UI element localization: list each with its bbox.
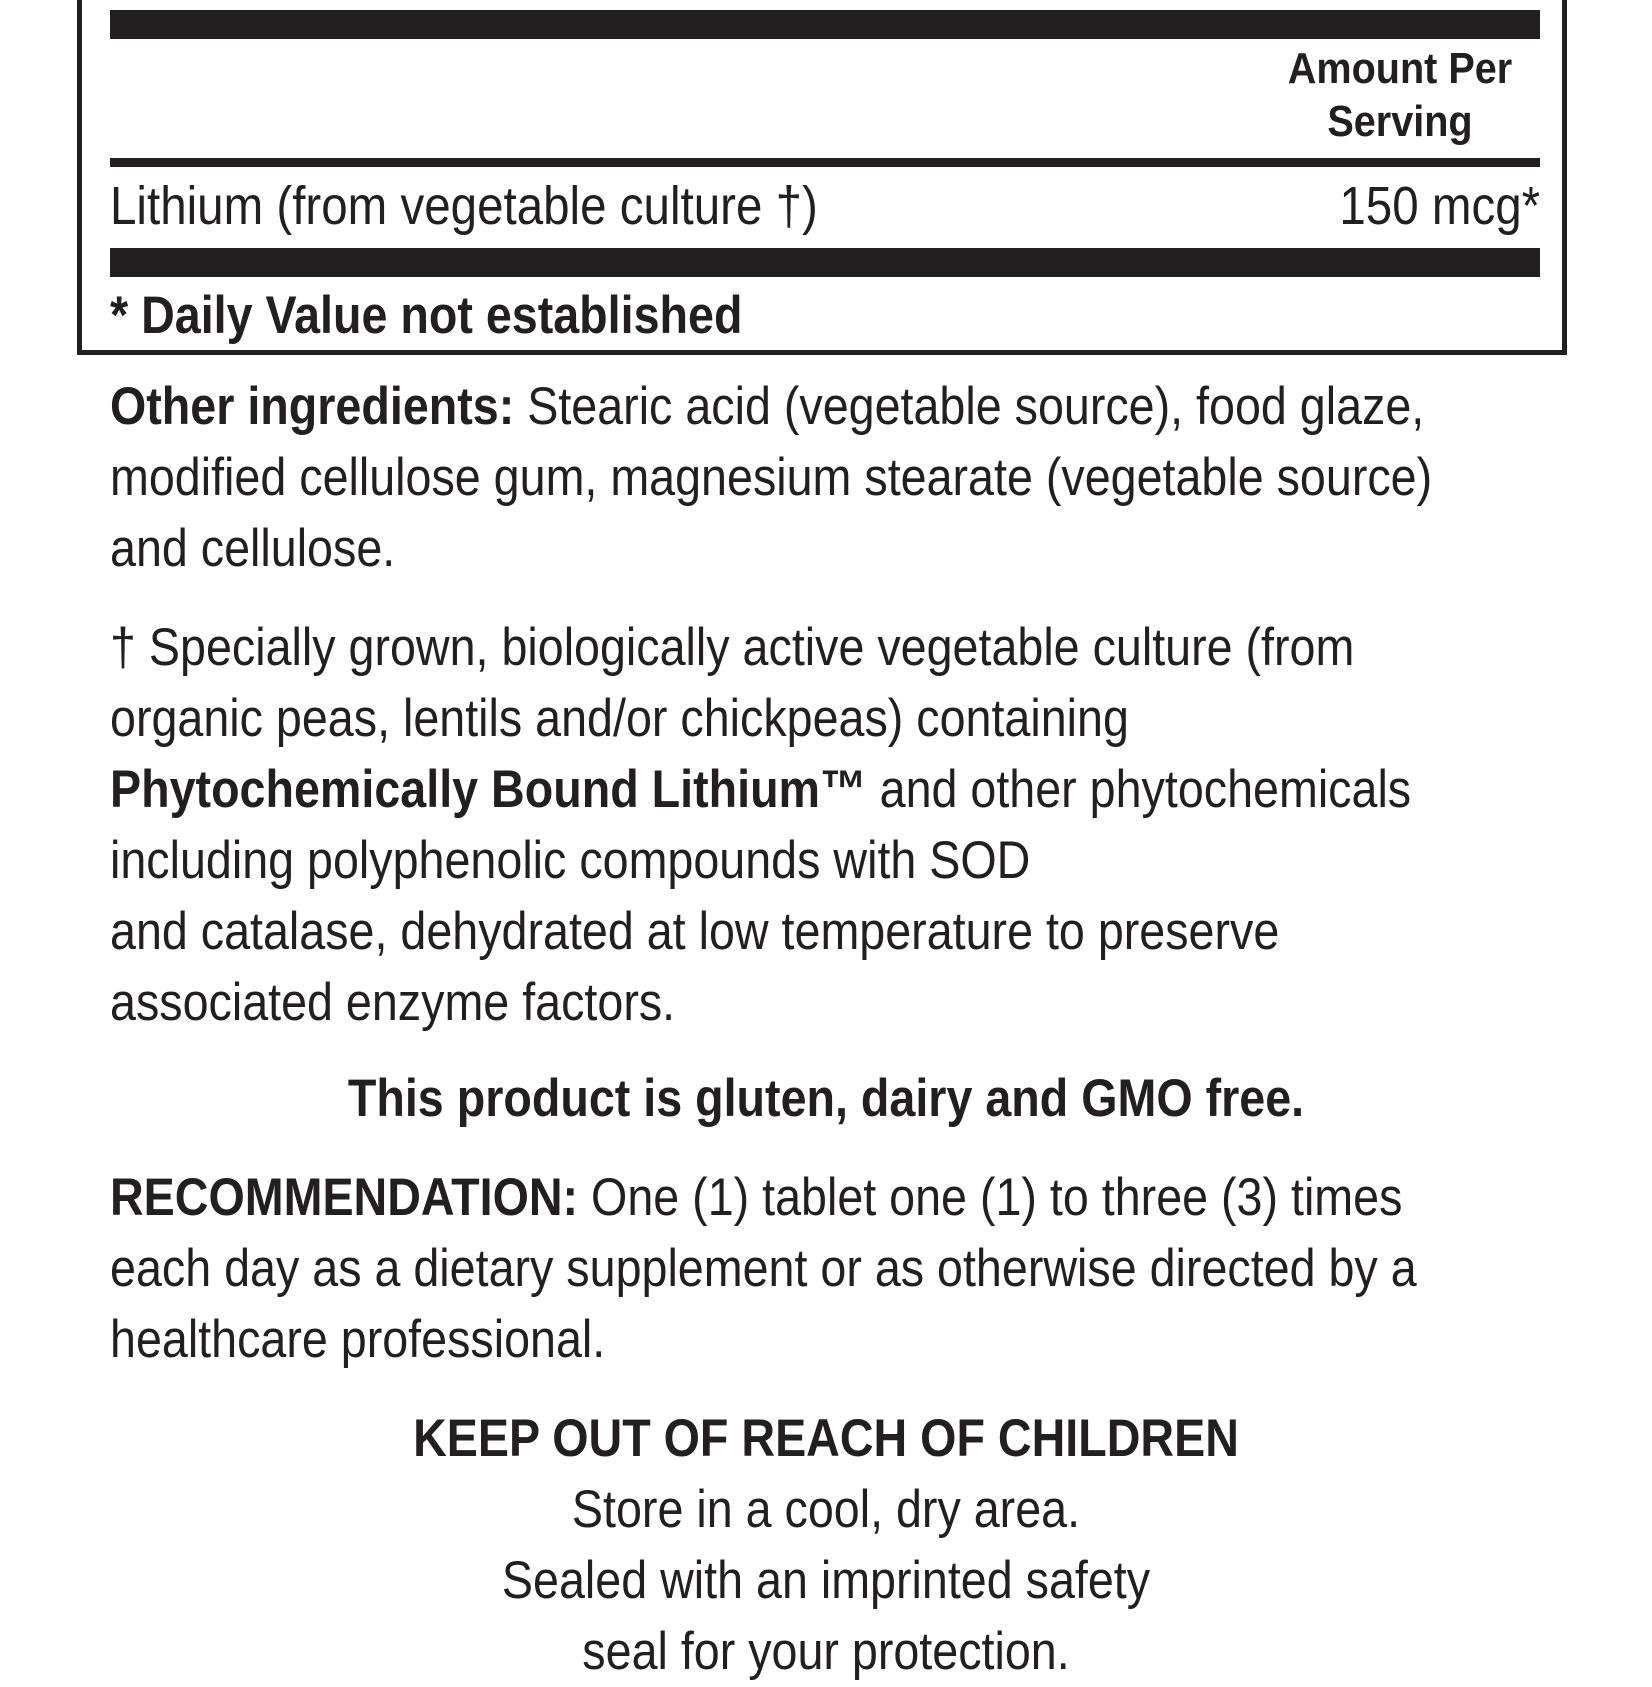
dagger-line2: organic peas, lentils and/or chickpeas) containing	[110, 689, 1129, 748]
allergen-statement	[0, 1063, 1652, 1134]
dagger-line3	[110, 754, 1518, 825]
storage-instruction: Store in a cool, dry area.	[571, 1480, 1081, 1539]
recommendation-line2: each day as a dietary supplement or as otherwise directed by a	[110, 1239, 1417, 1298]
other-ingredients-label: Other ingredients:	[110, 377, 515, 436]
allergen-text: This product is gluten, dairy and GMO free.	[347, 1069, 1305, 1128]
warnings-block	[0, 1403, 1652, 1687]
amount-header-line2: Serving	[1327, 97, 1473, 146]
dagger-line5: and catalase, dehydrated at low temperature to preserve	[110, 902, 1280, 961]
other-ingredients-line3: and cellulose.	[110, 519, 396, 578]
seal-line1: Sealed with an imprinted safety	[501, 1551, 1151, 1610]
recommendation	[110, 1162, 1518, 1375]
panel-divider-header	[110, 158, 1540, 167]
dagger-line1: † Specially grown, biologically active vegetable culture (from	[110, 618, 1355, 677]
other-ingredients	[110, 371, 1518, 584]
recommendation-line3: healthcare professional.	[110, 1310, 606, 1369]
nutrient-row	[110, 175, 1540, 235]
other-ingredients-line1	[110, 371, 1518, 442]
recommendation-text: One (1) tablet one (1) to three (3) times	[578, 1168, 1403, 1227]
amount-header-line1: Amount Per	[1287, 44, 1513, 93]
dagger-line6: associated enzyme factors.	[110, 973, 676, 1032]
trademark-term: Phytochemically Bound Lithium™	[110, 760, 867, 819]
panel-divider-bottom	[110, 248, 1540, 277]
nutrient-name: Lithium (from vegetable culture †)	[110, 176, 818, 236]
nutrient-amount: 150 mcg*	[1339, 176, 1540, 236]
recommendation-line1	[110, 1162, 1518, 1233]
dagger-line3-text: and other phytochemicals	[866, 760, 1412, 819]
amount-per-serving-header	[1252, 42, 1549, 148]
other-ingredients-text: Stearic acid (vegetable source), food glaze,	[514, 377, 1425, 436]
other-ingredients-line2: modified cellulose gum, magnesium stearate (vegetable source)	[110, 448, 1433, 507]
daily-value-note: * Daily Value not established	[110, 286, 743, 345]
dagger-footnote	[110, 612, 1518, 1038]
panel-divider-top	[110, 10, 1540, 39]
seal-line2: seal for your protection.	[582, 1622, 1070, 1681]
dagger-line4: including polyphenolic compounds with SOD	[110, 831, 1031, 890]
recommendation-label: RECOMMENDATION:	[110, 1168, 579, 1227]
warning-heading: KEEP OUT OF REACH OF CHILDREN	[413, 1409, 1239, 1468]
